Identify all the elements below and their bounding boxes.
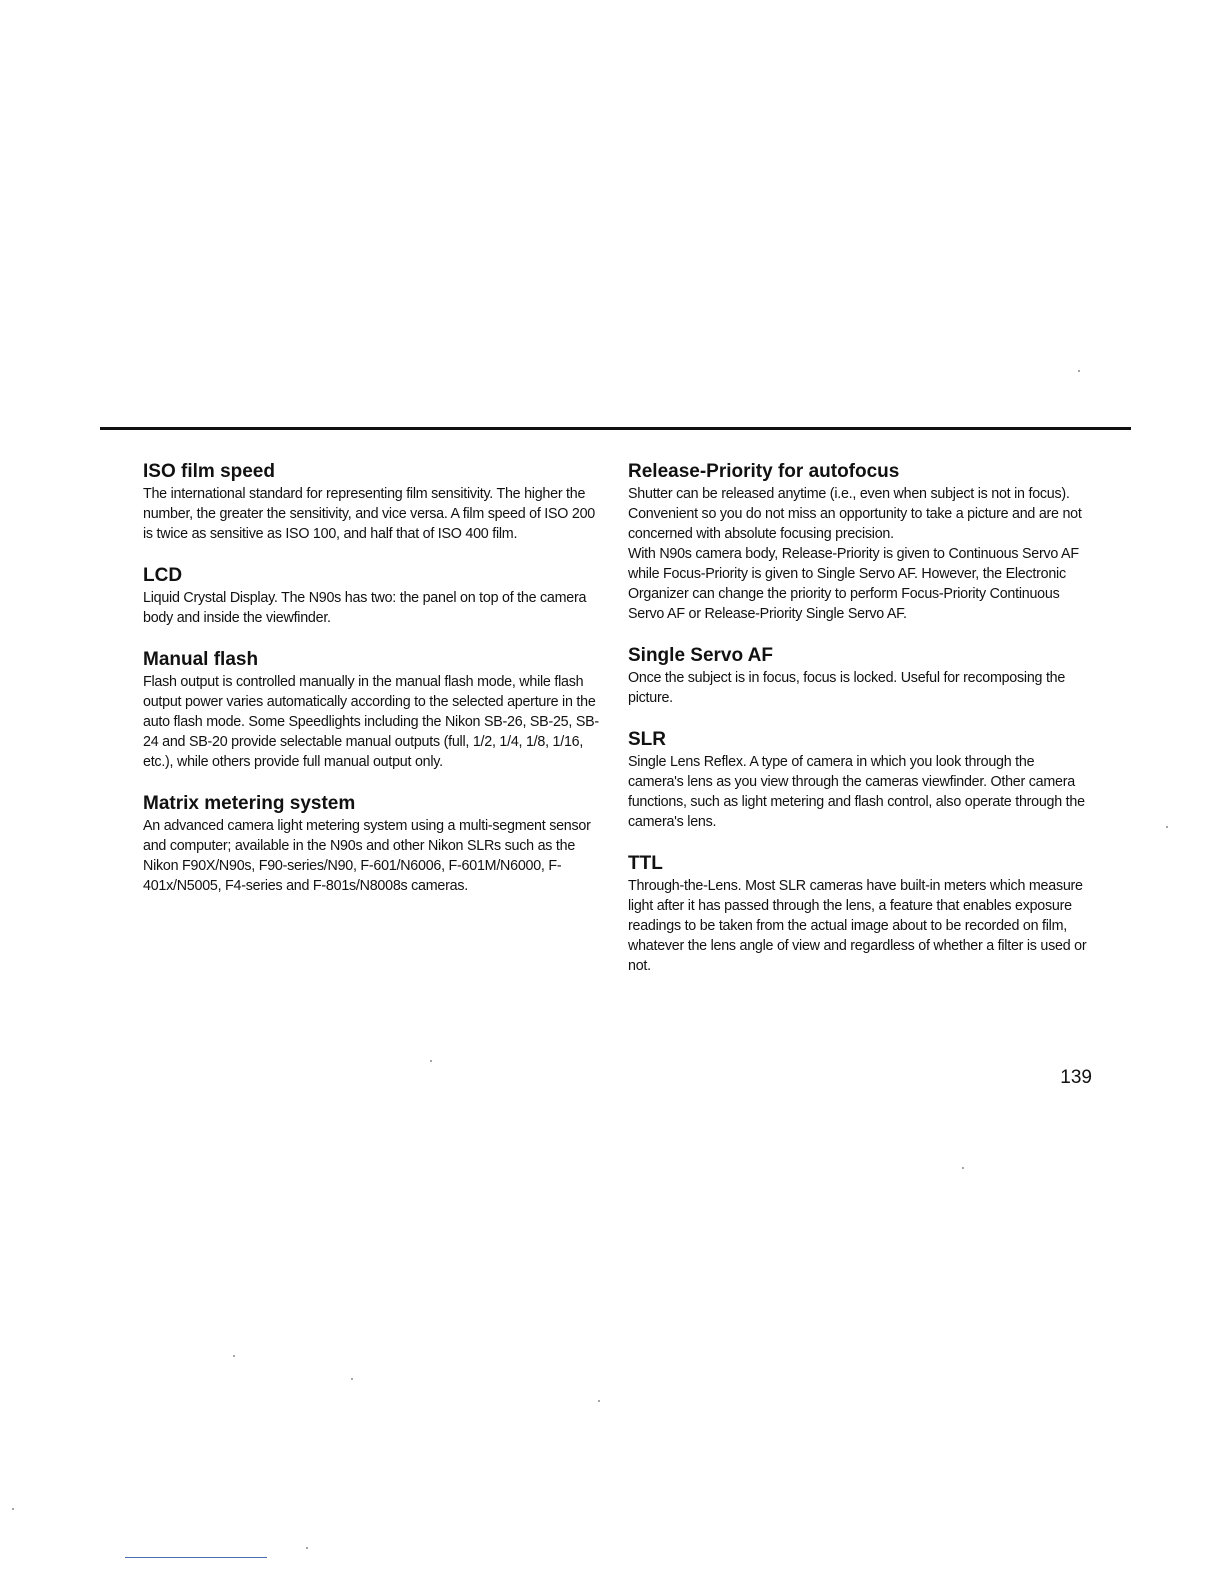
header-rule [100, 427, 1131, 430]
page-number: 139 [1060, 1067, 1092, 1088]
footer-rule [125, 1557, 267, 1558]
glossary-term: Single Servo AF [628, 645, 773, 666]
scan-speck [1078, 370, 1080, 372]
scan-speck [233, 1355, 235, 1357]
glossary-left-column [143, 460, 603, 896]
glossary-term: SLR [628, 729, 666, 750]
scan-speck [306, 1547, 308, 1549]
glossary-definition: Flash output is controlled manually in the manual flash mode, while flash output power varies automatically according to the selected aperture in the auto flash mode. Some Speedlights including the Nikon SB-26, SB-25, SB-24 and SB-20 provide selectable manual outputs (full, 1/2, 1/4, 1/8, 1/16, etc.), while others provide full manual output only. [143, 674, 599, 770]
scan-speck [1166, 826, 1168, 828]
scan-speck [430, 1060, 432, 1062]
glossary-term: TTL [628, 853, 663, 874]
glossary-entry-slr [628, 728, 1093, 832]
glossary-term: Manual flash [143, 649, 259, 670]
glossary-entry-single-servo-af [628, 644, 1093, 708]
glossary-definition: Single Lens Reflex. A type of camera in which you look through the camera's lens as you view through the cameras viewfinder. Other camera functions, such as light metering and flash control, also operate through the camera's lens. [628, 754, 1085, 830]
glossary-term: Matrix metering system [143, 793, 356, 814]
glossary-entry-lcd [143, 564, 603, 628]
glossary-definition: Through-the-Lens. Most SLR cameras have built-in meters which measure light after it has passed through the lens, a feature that enables exposure readings to be taken from the actual image about to be recorded on film, whatever the lens angle of view and regardless of whether a filter is used or not. [628, 878, 1087, 974]
glossary-definition-continued: With N90s camera body, Release-Priority is given to Continuous Servo AF while Focus-Priority is given to Single Servo AF. However, the Electronic Organizer can change the priority to perform Focus-Priority Continuous Servo AF or Release-Priority Single Servo AF. [628, 546, 1079, 622]
glossary-definition: The international standard for representing film sensitivity. The higher the number, the greater the sensitivity, and vice versa. A film speed of ISO 200 is twice as sensitive as ISO 100, and half that of ISO 400 film. [143, 486, 595, 542]
glossary-entry-iso-film-speed [143, 460, 603, 544]
scan-speck [12, 1508, 14, 1510]
glossary-definition: Once the subject is in focus, focus is locked. Useful for recomposing the picture. [628, 670, 1066, 706]
glossary-definition: Shutter can be released anytime (i.e., even when subject is not in focus). Convenient so you do not miss an opportunity to take a picture and are not concerned with absolute focusing precision. [628, 486, 1082, 542]
scan-speck [351, 1378, 353, 1380]
glossary-term: Release-Priority for autofocus [628, 461, 900, 482]
glossary-entry-release-priority [628, 460, 1093, 624]
glossary-entry-matrix-metering [143, 792, 603, 896]
glossary-right-column [628, 460, 1093, 976]
scan-speck [962, 1167, 964, 1169]
glossary-definition: Liquid Crystal Display. The N90s has two: the panel on top of the camera body and inside the viewfinder. [143, 590, 587, 626]
scan-speck [598, 1400, 600, 1402]
glossary-entry-manual-flash [143, 648, 603, 772]
glossary-entry-ttl [628, 852, 1093, 976]
glossary-definition: An advanced camera light metering system using a multi-segment sensor and computer; available in the N90s and other Nikon SLRs such as the Nikon F90X/N90s, F90-series/N90, F-601/N6006, F-601M/N6000, F-401x/N5005, F4-series and F-801s/N8008s cameras. [143, 818, 591, 894]
glossary-term: ISO film speed [143, 461, 275, 482]
glossary-term: LCD [143, 565, 183, 586]
